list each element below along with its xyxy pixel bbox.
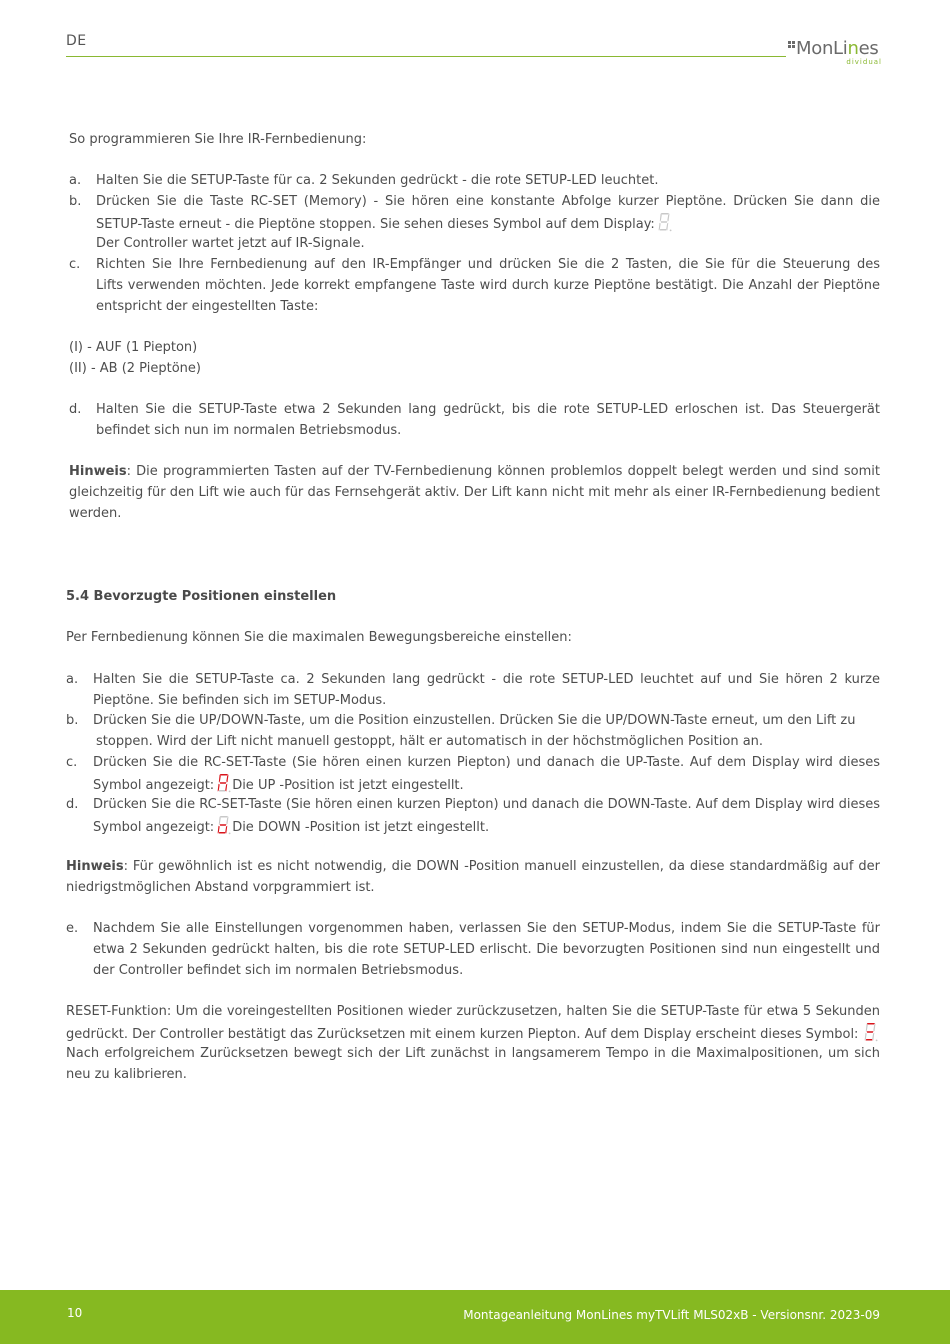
section2-note-line2: niedrigstmöglichen Abstand vorpgrammiert ist. [66,880,375,895]
section2-b-line2: stoppen. Wird der Lift nicht manuell gestoppt, hält er automatisch in der höchstmöglichen Position an. [96,734,764,749]
reset-line2: gedrückt. Der Controller bestätigt das Zurücksetzen mit einem kurzen Piepton. Auf dem Display erscheint dieses Symbol: [66,1022,879,1045]
section2-c-line1: Drücken Sie die RC-SET-Taste (Sie hören einen kurzen Piepton) und danach die UP-Taste. Auf dem Display wird dieses [93,755,880,770]
section2-d-line1: Drücken Sie die RC-SET-Taste (Sie hören einen kurzen Piepton) und danach die DOWN-Taste. Auf dem Display wird dieses [93,797,880,812]
seven-segment-display-icon [656,212,672,232]
section1-c-line2: Lifts verwenden möchten. Jede korrekt empfangene Taste wird durch kurze Pieptöne bestätigt. Die Anzahl der Pieptöne [96,278,880,293]
section2-c-line2: Symbol angezeigt: Die UP -Position ist jetzt eingestellt. [93,773,880,796]
section1-list-item-1: (I) - AUF (1 Piepton) [69,340,198,355]
section1-note-line1: Hinweis: Die programmierten Tasten auf der TV-Fernbedienung können problemlos doppelt belegt werden und sind somit [69,464,880,479]
logo-subtitle: dividual [846,58,882,66]
list-label-a2: a. [66,672,79,687]
reset-line1: RESET-Funktion: Um die voreingestellten Positionen wieder zurückzusetzen, halten Sie die SETUP-Taste für etwa 5 Sekunden [66,1004,880,1019]
section2-note-line1: Hinweis: Für gewöhnlich ist es nicht notwendig, die DOWN -Position manuell einzustellen, da diese standardmäßig auf der [66,859,880,874]
seven-segment-display-icon [862,1022,878,1042]
list-label-e2: e. [66,921,79,936]
section2-e-line3: der Controller befindet sich im normalen Betriebsmodus. [93,963,464,978]
section2-a-line1: Halten Sie die SETUP-Taste ca. 2 Sekunden lang gedrückt - die rote SETUP-LED leuchtet auf und Sie hören 2 kurze [93,672,880,687]
section2-e-line2: etwa 2 Sekunden gedrückt halten, bis die rote SETUP-LED erlischt. Die bevorzugten Positionen sind nun eingestellt und [93,942,880,957]
section-heading: 5.4 Bevorzugte Positionen einstellen [66,589,337,604]
section1-b-line3: Der Controller wartet jetzt auf IR-Signale. [96,236,365,251]
section2-e-line1: Nachdem Sie alle Einstellungen vorgenommen haben, verlassen Sie den SETUP-Modus, indem Sie die SETUP-Taste für [93,921,880,936]
section2-d-line2: Symbol angezeigt: Die DOWN -Position ist jetzt eingestellt. [93,815,880,838]
seven-segment-display-icon [215,815,231,835]
list-label-b2: b. [66,713,79,728]
section1-intro: So programmieren Sie Ihre IR-Fernbedienung: [69,132,367,147]
section2-b-line1: Drücken Sie die UP/DOWN-Taste, um die Position einzustellen. Drücken Sie die UP/DOWN-Taste erneut, um den Lift zu [93,713,856,728]
footer-text: Montageanleitung MonLines myTVLift MLS02xB - Versionsnr. 2023-09 [463,1308,880,1322]
list-label-c2: c. [66,755,78,770]
section1-c-line1: Richten Sie Ihre Fernbedienung auf den IR-Empfänger und drücken Sie die 2 Tasten, die Sie für die Steuerung des [96,257,880,272]
section2-a-line2: Pieptöne. Sie befinden sich im SETUP-Modus. [93,693,387,708]
header-rule [66,56,786,57]
reset-line3: Nach erfolgreichem Zurücksetzen bewegt sich der Lift zunächst in langsamerem Tempo in die Maximalpositionen, um sich [66,1046,880,1061]
list-label-b: b. [69,194,82,209]
section1-b-line2: SETUP-Taste erneut - die Pieptöne stoppen. Sie sehen dieses Symbol auf dem Display: [96,212,880,235]
logo-dots-icon [788,41,795,48]
logo-wordmark: MonLines [796,38,879,59]
reset-line4: neu zu kalibrieren. [66,1067,187,1082]
footer-bar [0,1290,950,1344]
section1-c-line3: entspricht der eingestellten Taste: [96,299,319,314]
section1-note-line2: gleichzeitig für den Lift wie auch für das Fernsehgerät aktiv. Der Lift kann nicht mit mehr als einer IR-Fernbedienung bedient [69,485,880,500]
page-number: 10 [67,1306,83,1320]
list-label-c: c. [69,257,81,272]
list-label-a: a. [69,173,82,188]
list-label-d2: d. [66,797,79,812]
language-label: DE [66,33,87,49]
section1-note-line3: werden. [69,506,122,521]
section1-a-line1: Halten Sie die SETUP-Taste für ca. 2 Sekunden gedrückt - die rote SETUP-LED leuchtet. [96,173,659,188]
section2-intro: Per Fernbedienung können Sie die maximalen Bewegungsbereiche einstellen: [66,630,572,645]
seven-segment-display-icon [215,773,231,793]
list-label-d: d. [69,402,82,417]
section1-b-line1: Drücken Sie die Taste RC-SET (Memory) - Sie hören eine konstante Abfolge kurzer Pieptöne. Drücken Sie dann die [96,194,880,209]
section1-list-item-2: (II) - AB (2 Pieptöne) [69,361,201,376]
section1-d-line2: befindet sich nun im normalen Betriebsmodus. [96,423,402,438]
monlines-logo [788,38,884,68]
section1-d-line1: Halten Sie die SETUP-Taste etwa 2 Sekunden lang gedrückt, bis die rote SETUP-LED erloschen ist. Das Steuergerät [96,402,880,417]
